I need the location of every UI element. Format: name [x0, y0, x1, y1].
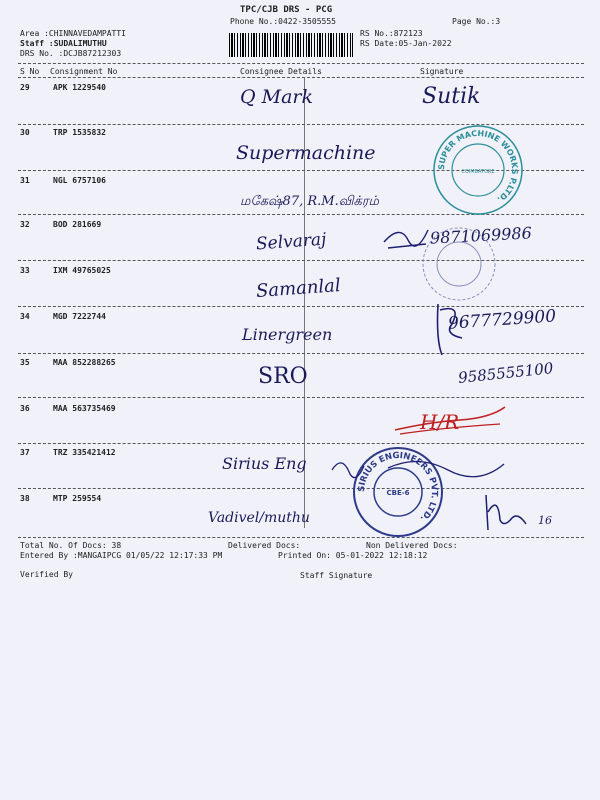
- row-consignment: TRZ 335421412: [53, 448, 116, 457]
- stamp1-text: SUPER MACHINE WORKS P.LTD.: [436, 128, 520, 205]
- row-divider: [18, 397, 584, 398]
- row-consignment: IXM 49765025: [53, 266, 111, 275]
- non-delivered-docs: Non Delivered Docs:: [366, 541, 458, 550]
- row-signature-handwriting: 16: [538, 514, 552, 527]
- stamp2-text: SIRIUS ENGINEERS PVT. LTD.: [356, 450, 440, 524]
- row-sno: 38: [20, 494, 30, 503]
- col-signature: Signature: [420, 67, 464, 76]
- area-label: Area :CHINNAVEDAMPATTI: [20, 29, 126, 38]
- row-consignment: MAA 563735469: [53, 404, 116, 413]
- entered-by: Entered By :MANGAIPCG 01/05/22 12:17:33 PM: [20, 551, 223, 560]
- row-sno: 31: [20, 176, 30, 185]
- delivered-docs: Delivered Docs:: [228, 541, 301, 550]
- company-stamp-super-machine: [432, 124, 524, 216]
- row-consignment: APK 1229540: [53, 83, 106, 92]
- row-consignment: MGD 7222744: [53, 312, 106, 321]
- staff-signature: Staff Signature: [300, 571, 373, 580]
- total-docs: Total No. Of Docs: 38: [20, 541, 122, 550]
- row-divider: [18, 260, 584, 261]
- col-consignment: Consignment No: [50, 67, 118, 76]
- row-sno: 30: [20, 128, 30, 137]
- printed-on: Printed On: 05-01-2022 12:18:12: [278, 551, 428, 560]
- row-signature-handwriting: 9585555100: [457, 359, 555, 387]
- row-consignee-handwriting: Supermachine: [236, 142, 376, 164]
- row-sno: 33: [20, 266, 30, 275]
- row-consignment: BOD 281669: [53, 220, 102, 229]
- page-number: Page No.:3: [452, 17, 501, 26]
- row-sno: 34: [20, 312, 30, 321]
- row-consignee-handwriting: Samanlal: [255, 275, 342, 302]
- row-consignee-handwriting: Vadivel/muthu: [208, 510, 310, 526]
- row-divider: [18, 443, 584, 444]
- row-divider: [18, 353, 584, 354]
- row-consignee-handwriting: Linergreen: [242, 325, 333, 344]
- row-signature-handwriting: 9677729900: [447, 306, 557, 334]
- row-consignee-handwriting: Sirius Eng: [222, 454, 307, 473]
- signature-scribble: [478, 490, 538, 535]
- col-sno: S No: [20, 67, 40, 76]
- row-consignee-handwriting: SRO: [258, 364, 308, 389]
- rs-date: RS Date:05-Jan-2022: [360, 39, 452, 48]
- row-signature-handwriting: H/R: [420, 410, 460, 434]
- red-ink-stroke: [390, 402, 510, 442]
- staff-label: Staff :SUDALIMUTHU: [20, 39, 107, 48]
- row-signature-handwriting: Sutik: [422, 84, 481, 109]
- document-title: TPC/CJB DRS - PCG: [240, 5, 333, 15]
- signature-scribble: [432, 300, 472, 360]
- row-sno: 29: [20, 83, 30, 92]
- row-consignment: MTP 259554: [53, 494, 102, 503]
- row-sno: 37: [20, 448, 30, 457]
- row-consignment: TRP 1535832: [53, 128, 106, 137]
- row-sno: 32: [20, 220, 30, 229]
- phone-number: Phone No.:0422-3505555: [230, 17, 336, 26]
- signature-scribble: [380, 222, 430, 252]
- col-consignee: Consignee Details: [240, 67, 322, 76]
- faint-stamp: [420, 225, 498, 303]
- verified-by: Verified By: [20, 570, 73, 579]
- row-consignee-handwriting: Selvaraj: [255, 229, 328, 255]
- row-sno: 35: [20, 358, 30, 367]
- signature-scribble: [328, 450, 508, 490]
- header-divider: [18, 63, 584, 64]
- drs-number: DRS No. :DCJB87212303: [20, 49, 122, 58]
- row-consignment: MAA 852288265: [53, 358, 116, 367]
- row-divider: [18, 306, 584, 307]
- svg-text:SUPER MACHINE WORKS P.LTD.: [437, 129, 519, 204]
- row-sno: 36: [20, 404, 30, 413]
- table-end-divider: [18, 537, 584, 538]
- column-header-divider: [18, 77, 584, 78]
- row-signature-handwriting: 9871069986: [429, 223, 533, 248]
- stamp1-sub: COIMBATORE: [461, 169, 495, 175]
- row-consignment: NGL 6757106: [53, 176, 106, 185]
- row-consignee-handwriting: மகேஷ்87, R.M.விக்ரம்: [240, 194, 380, 209]
- row-consignee-handwriting: Q Mark: [240, 86, 313, 108]
- barcode: [229, 33, 353, 57]
- stamp2-sub: CBE-6: [386, 489, 410, 497]
- rs-number: RS No.:872123: [360, 29, 423, 38]
